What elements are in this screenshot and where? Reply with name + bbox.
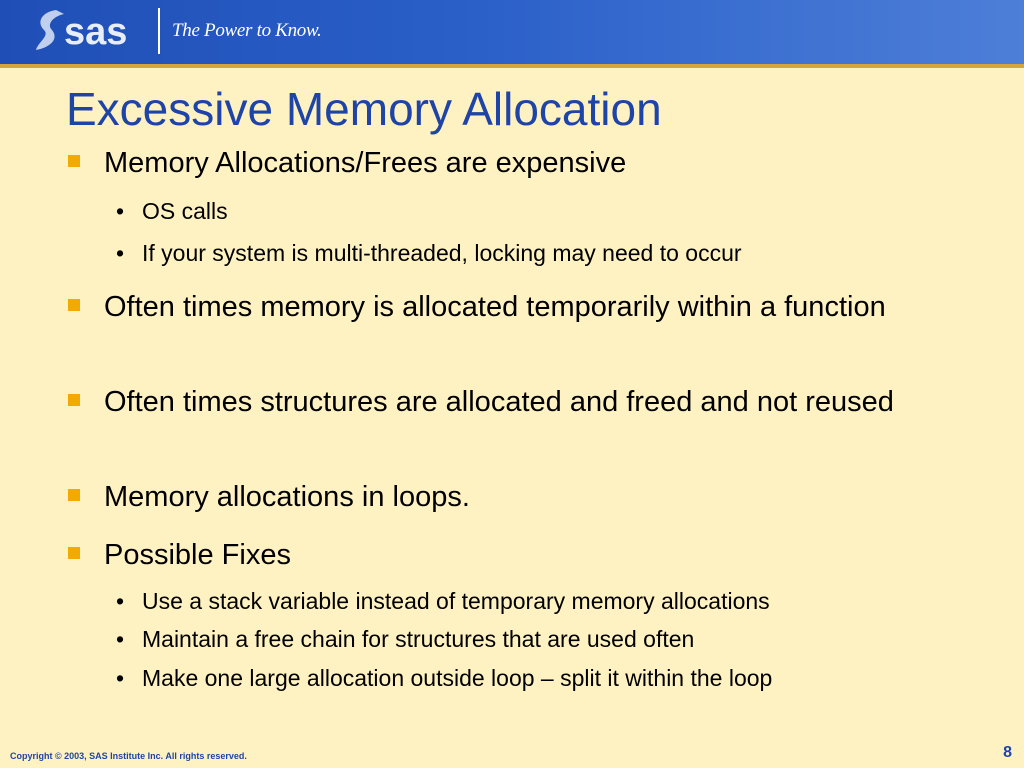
bullet-text-3: Often times structures are allocated and freed and not reused [104,386,894,418]
bullet-marker-2 [68,299,80,311]
page-number: 8 [1003,744,1012,761]
bullet-marker-1 [68,155,80,167]
bullet-marker-3 [68,394,80,406]
tagline: The Power to Know. [172,20,322,41]
sub-bullet-1-1: • OS calls [116,198,228,224]
sub-bullet-5-1: • Use a stack variable instead of temporary memory allocations [116,588,770,614]
copyright-text: Copyright © 2003, SAS Institute Inc. All rights reserved. [10,751,247,761]
sub-bullet-1-2: • If your system is multi-threaded, locking may need to occur [116,240,742,266]
sub-bullet-5-2: • Maintain a free chain for structures that are used often [116,626,695,652]
sub-bullet-5-3: • Make one large allocation outside loop – split it within the loop [116,665,773,691]
bullet-text-4: Memory allocations in loops. [104,481,470,513]
bullet-text-5: Possible Fixes [104,539,291,571]
slide-title: Excessive Memory Allocation [66,83,662,135]
svg-text:sas: sas [64,11,128,53]
bullet-marker-5 [68,547,80,559]
bullet-marker-4 [68,489,80,501]
bullet-text-1: Memory Allocations/Frees are expensive [104,147,627,179]
bullet-text-2: Often times memory is allocated temporarily within a function [104,291,886,323]
